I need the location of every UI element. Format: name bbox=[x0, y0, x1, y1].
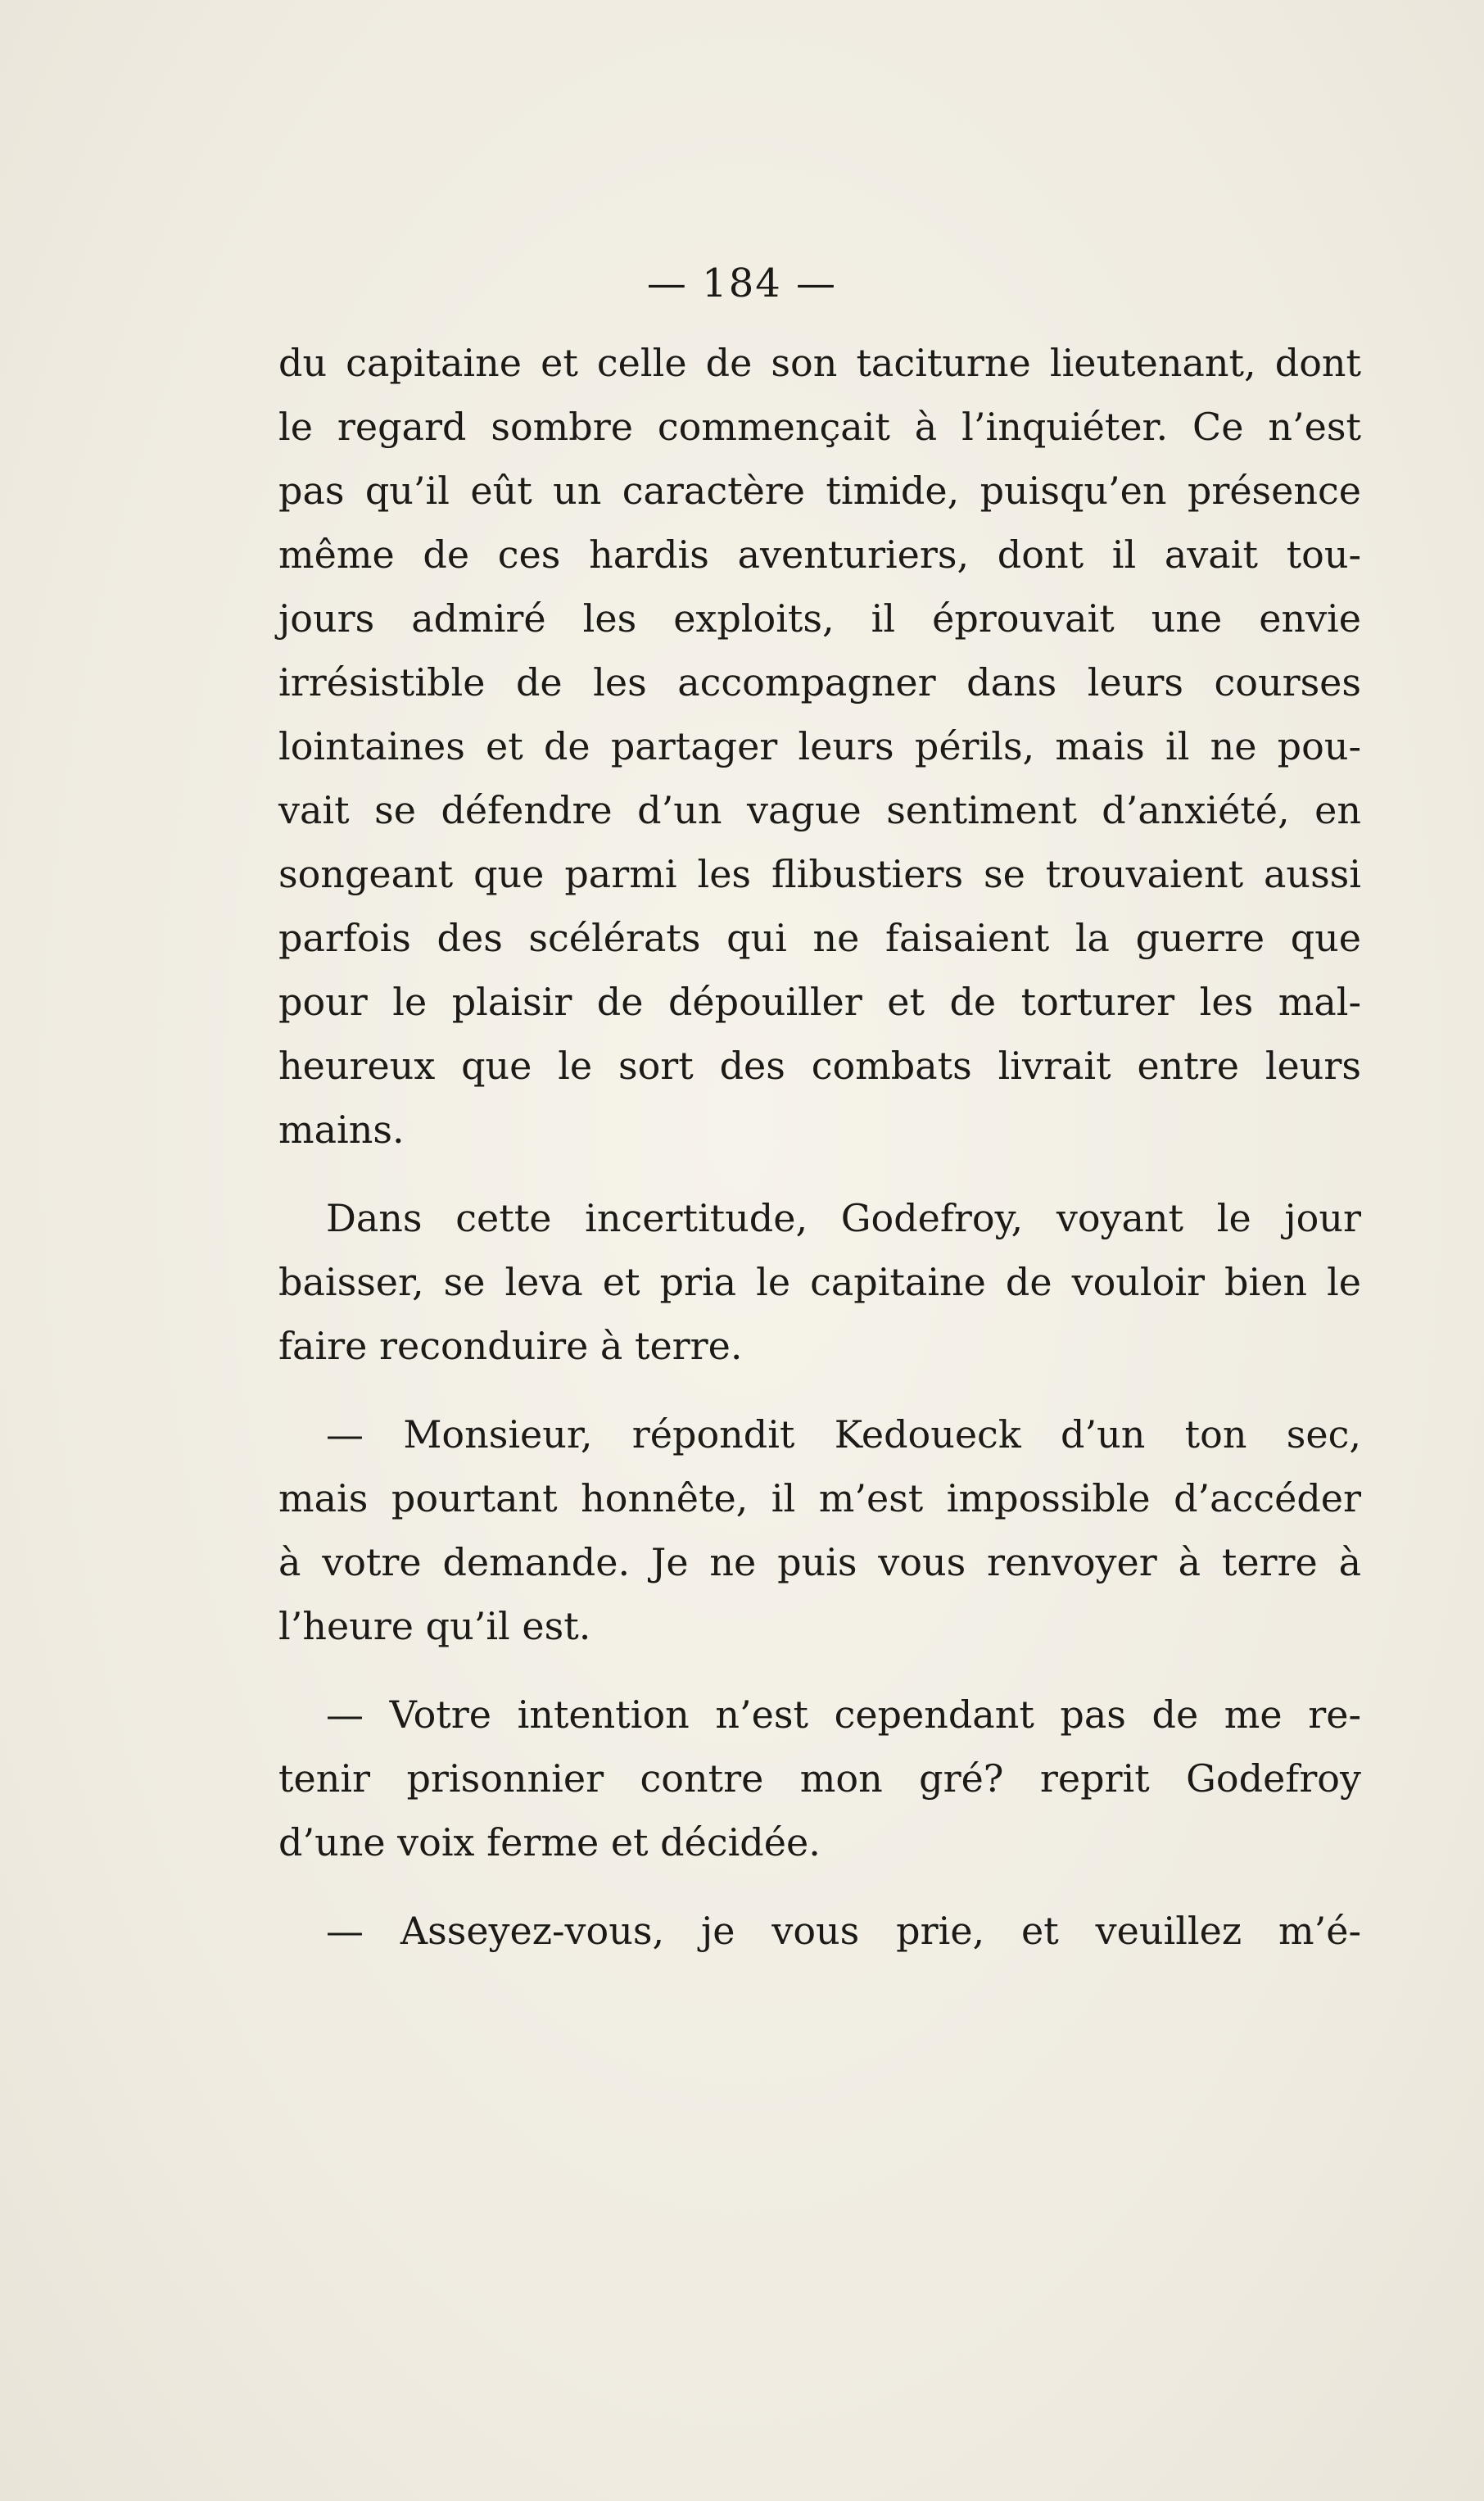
text-line: jours admiré les exploits, il éprouvait une envie bbox=[278, 596, 1361, 641]
text-line: à votre demande. Je ne puis vous renvoyer à terre à bbox=[278, 1540, 1361, 1584]
text-line: songeant que parmi les flibustiers se trouvaient aussi bbox=[278, 852, 1361, 896]
text-line: tenir prisonnier contre mon gré? reprit Godefroy bbox=[278, 1756, 1361, 1801]
text-line: — Votre intention n’est cependant pas de me re- bbox=[326, 1692, 1361, 1737]
text-line: du capitaine et celle de son taciturne lieutenant, dont bbox=[278, 341, 1361, 385]
text-line: mais pourtant honnête, il m’est impossible d’accéder bbox=[278, 1476, 1361, 1520]
page-number: — 184 — bbox=[646, 261, 838, 306]
text-line: pas qu’il eût un caractère timide, puisqu’en présence bbox=[278, 469, 1361, 513]
body-text bbox=[278, 331, 1361, 1963]
text-line: vait se défendre d’un vague sentiment d’anxiété, en bbox=[278, 788, 1361, 832]
text-line: même de ces hardis aventuriers, dont il avait tou- bbox=[278, 532, 1361, 577]
text-line: — Monsieur, répondit Kedoueck d’un ton sec, bbox=[326, 1412, 1361, 1457]
paragraph bbox=[278, 1683, 1361, 1874]
text-line: heureux que le sort des combats livrait entre leurs bbox=[278, 1044, 1361, 1088]
text-line: — Asseyez-vous, je vous prie, et veuillez m’é- bbox=[326, 1909, 1361, 1953]
text-line: pour le plaisir de dépouiller et de torturer les mal- bbox=[278, 980, 1361, 1024]
text-line: mains. bbox=[278, 1108, 405, 1152]
paragraph bbox=[278, 331, 1361, 1162]
text-line: lointaines et de partager leurs périls, mais il ne pou- bbox=[278, 724, 1361, 768]
paragraph bbox=[278, 1402, 1361, 1658]
text-line: d’une voix ferme et décidée. bbox=[278, 1820, 821, 1864]
text-line: faire reconduire à terre. bbox=[278, 1324, 743, 1368]
paragraph bbox=[278, 1899, 1361, 1963]
text-line: l’heure qu’il est. bbox=[278, 1604, 591, 1648]
paragraph bbox=[278, 1186, 1361, 1378]
text-line: le regard sombre commençait à l’inquiéter. Ce n’est bbox=[278, 405, 1361, 449]
text-line: Dans cette incertitude, Godefroy, voyant le jour bbox=[326, 1196, 1361, 1240]
text-line: irrésistible de les accompagner dans leurs courses bbox=[278, 660, 1361, 705]
text-line: parfois des scélérats qui ne faisaient la guerre que bbox=[278, 916, 1361, 960]
text-line: baisser, se leva et pria le capitaine de vouloir bien le bbox=[278, 1260, 1361, 1304]
